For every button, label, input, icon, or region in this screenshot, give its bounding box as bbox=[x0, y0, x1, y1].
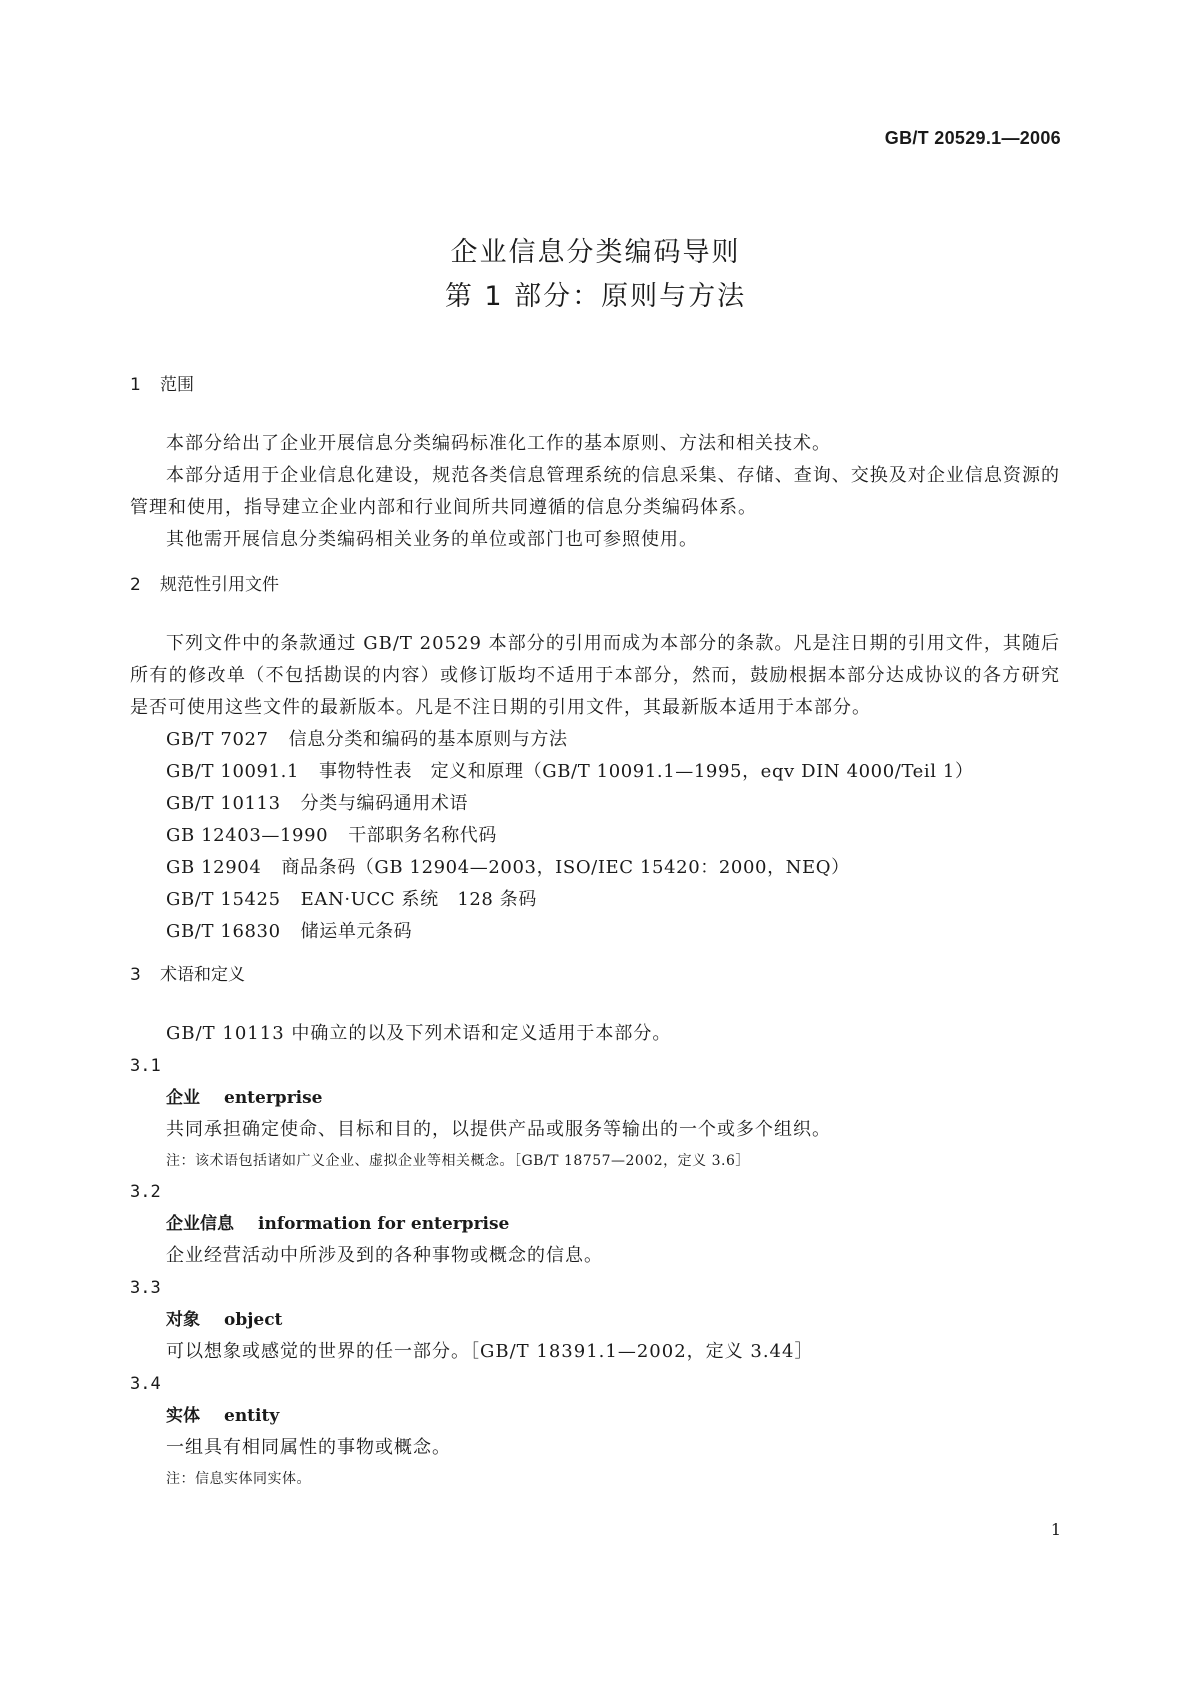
section-title: 范围 bbox=[160, 375, 194, 395]
reference-item bbox=[130, 820, 1060, 852]
term-definition: 可以想象或感觉的世界的任一部分。［GB/T 18391.1—2002，定义 3.44］ bbox=[166, 1341, 814, 1362]
term-name-cn: 实体 bbox=[166, 1406, 200, 1426]
term-name bbox=[130, 1400, 1060, 1432]
reference-code: GB 12904 bbox=[166, 857, 262, 878]
reference-title: 储运单元条码 bbox=[300, 921, 413, 942]
term-number: 3.1 bbox=[130, 1056, 161, 1076]
section-number: 2 bbox=[130, 575, 141, 595]
paragraph: 本部分给出了企业开展信息分类编码标准化工作的基本原则、方法和相关技术。 bbox=[166, 433, 831, 454]
document-body bbox=[130, 372, 1060, 1494]
term-name-en: object bbox=[224, 1310, 283, 1330]
reference-title: 干部职务名称代码 bbox=[348, 825, 498, 846]
term-definition: 一组具有相同属性的事物或概念。 bbox=[166, 1437, 451, 1458]
standard-code: GB/T 20529.1—2006 bbox=[884, 128, 1061, 148]
term-number: 3.2 bbox=[130, 1182, 161, 1202]
paragraph: 本部分适用于企业信息化建设，规范各类信息管理系统的信息采集、存储、查询、交换及对企业信息资源的管理和使用，指导建立企业内部和行业间所共同遵循的信息分类编码体系。 bbox=[130, 465, 1060, 518]
reference-code: GB/T 10113 bbox=[166, 793, 281, 814]
reference-item bbox=[130, 884, 1060, 916]
reference-item bbox=[130, 724, 1060, 756]
term-name-cn: 对象 bbox=[166, 1310, 200, 1330]
reference-code: GB/T 15425 bbox=[166, 889, 281, 910]
term-note: 注：信息实体同实体。 bbox=[166, 1471, 311, 1487]
page-number: 1 bbox=[1050, 1520, 1061, 1539]
reference-item bbox=[130, 852, 1060, 884]
reference-item bbox=[130, 788, 1060, 820]
term-name-en: enterprise bbox=[224, 1088, 323, 1108]
section-number: 1 bbox=[130, 375, 141, 395]
reference-code: GB/T 7027 bbox=[166, 729, 269, 750]
section-number: 3 bbox=[130, 965, 141, 985]
reference-title: 事物特性表 定义和原理（GB/T 10091.1—1995，eqv DIN 4000/Teil 1） bbox=[319, 761, 974, 782]
reference-code: GB 12403—1990 bbox=[166, 825, 329, 846]
term-number: 3.4 bbox=[130, 1374, 161, 1394]
term-definition: 企业经营活动中所涉及到的各种事物或概念的信息。 bbox=[166, 1245, 603, 1266]
term-number: 3.3 bbox=[130, 1278, 161, 1298]
section-title: 术语和定义 bbox=[160, 965, 245, 985]
term-name-en: entity bbox=[224, 1406, 280, 1426]
reference-title: 商品条码（GB 12904—2003，ISO/IEC 15420：2000，NEQ） bbox=[281, 857, 850, 878]
term-note: 注：该术语包括诸如广义企业、虚拟企业等相关概念。［GB/T 18757—2002，定义 3.6］ bbox=[166, 1153, 750, 1169]
paragraph: 其他需开展信息分类编码相关业务的单位或部门也可参照使用。 bbox=[166, 529, 698, 550]
document-title: 企业信息分类编码导则 bbox=[450, 237, 741, 268]
reference-code: GB/T 10091.1 bbox=[166, 761, 300, 782]
term-name-en: information for enterprise bbox=[258, 1214, 510, 1234]
document-subtitle: 第 1 部分：原则与方法 bbox=[444, 281, 747, 312]
section-heading-normative-references bbox=[130, 572, 1060, 628]
term-name bbox=[130, 1082, 1060, 1114]
term-name bbox=[130, 1304, 1060, 1336]
term-name bbox=[130, 1208, 1060, 1240]
term-name-cn: 企业 bbox=[166, 1088, 200, 1108]
reference-item bbox=[130, 756, 1060, 788]
section-heading-terms-and-definitions bbox=[130, 962, 1060, 1018]
paragraph: 下列文件中的条款通过 GB/T 20529 本部分的引用而成为本部分的条款。凡是注日期的引用文件，其随后所有的修改单（不包括勘误的内容）或修订版均不适用于本部分，然而，鼓励根据本部分达成协议的各方研究是否可使用这些文件的最新版本。凡是不注日期的引用文件，其最新版本适用于本部分。 bbox=[130, 633, 1060, 718]
reference-title: EAN·UCC 系统 128 条码 bbox=[300, 889, 537, 910]
reference-item bbox=[130, 916, 1060, 948]
section-title: 规范性引用文件 bbox=[160, 575, 279, 595]
reference-code: GB/T 16830 bbox=[166, 921, 281, 942]
term-name-cn: 企业信息 bbox=[166, 1214, 234, 1234]
term-definition: 共同承担确定使命、目标和目的，以提供产品或服务等输出的一个或多个组织。 bbox=[166, 1119, 831, 1140]
reference-title: 分类与编码通用术语 bbox=[300, 793, 469, 814]
reference-title: 信息分类和编码的基本原则与方法 bbox=[288, 729, 568, 750]
section-heading-scope bbox=[130, 372, 1060, 428]
paragraph: GB/T 10113 中确立的以及下列术语和定义适用于本部分。 bbox=[166, 1023, 672, 1044]
